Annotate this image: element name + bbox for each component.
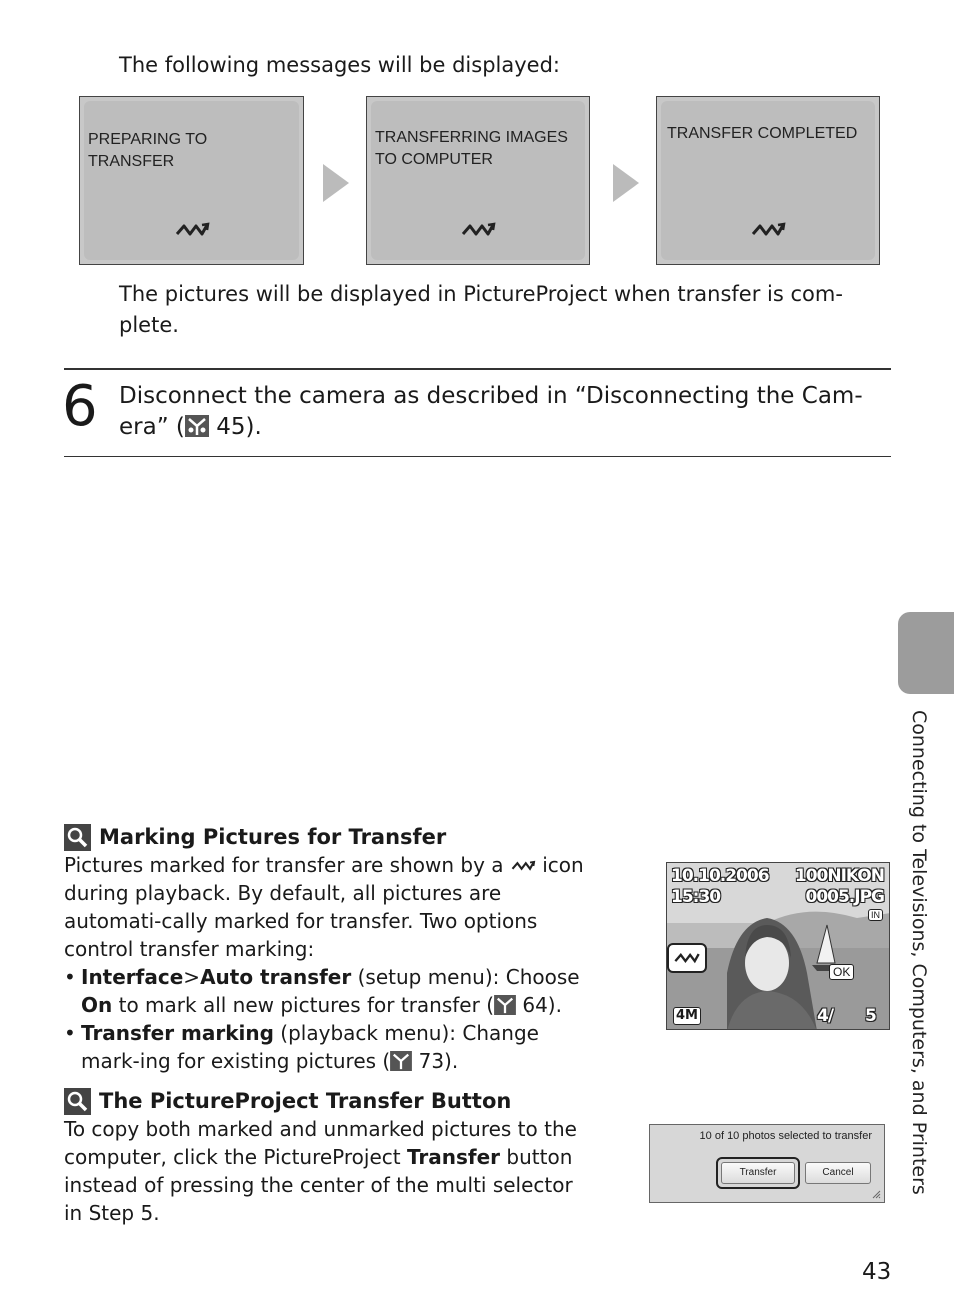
transfer-button[interactable]: Transfer: [721, 1162, 795, 1184]
after-screens-line2: plete.: [119, 313, 179, 337]
screen-transferring: [366, 96, 590, 265]
screen-completed: [656, 96, 880, 265]
step-instruction: [119, 381, 889, 443]
arrow-right-icon: [613, 164, 639, 202]
section-label: Connecting to Televisions, Computers, and Printers: [908, 710, 930, 1195]
tip-marking: [64, 823, 594, 1075]
section-tab: [898, 612, 954, 694]
lcd-date: 10.10.2006: [671, 866, 769, 886]
magnifier-tip-icon: [64, 1088, 91, 1115]
transfer-mark: [667, 943, 707, 973]
image-size-badge: 4M: [673, 1007, 701, 1025]
lcd-frame-count: 4/: [817, 1006, 834, 1026]
divider-bottom: [64, 456, 891, 457]
list-item: • Transfer marking (playback menu): Change mark-ing for existing pictures ( 73).: [64, 1019, 594, 1075]
reference-icon: [390, 1051, 412, 1071]
tip-heading: The PictureProject Transfer Button: [64, 1087, 594, 1115]
after-screens-text: [119, 280, 879, 339]
tip-transfer-button: [64, 1087, 594, 1227]
screen-preparing: [79, 96, 304, 265]
lcd-time: 15:30: [671, 887, 721, 907]
transfer-icon: [460, 220, 496, 240]
transfer-icon: [174, 220, 210, 240]
list-item: • Interface>Auto transfer (setup menu): Choose On to mark all new pictures for transfer ( 64).: [64, 963, 594, 1019]
lcd-frame-total: 5: [865, 1006, 876, 1026]
reference-icon: [494, 995, 516, 1015]
screen-message: TRANSFERRING IMAGES TO COMPUTER: [375, 129, 568, 168]
resize-grip-icon[interactable]: [871, 1189, 881, 1199]
tip-bullets: [64, 963, 594, 1075]
arrow-right-icon: [323, 164, 349, 202]
after-screens-line1: The pictures will be displayed in PictureProject when transfer is com-: [119, 282, 843, 306]
step-line2: era” ( 45).: [119, 414, 262, 440]
page-number: 43: [862, 1259, 892, 1285]
reference-icon: [185, 415, 209, 437]
transfer-icon: [673, 950, 701, 966]
step-number: 6: [62, 374, 98, 439]
dialog-info: 10 of 10 photos selected to transfer: [699, 1130, 872, 1142]
tip-paragraph: To copy both marked and unmarked pictures to the computer, click the PictureProject Transfer button instead of pressing the center of the multi selector in Step 5.: [64, 1117, 577, 1225]
tip-heading: Marking Pictures for Transfer: [64, 823, 594, 851]
screen-message: TRANSFER COMPLETED: [667, 125, 858, 142]
magnifier-tip-icon: [64, 824, 91, 851]
transfer-icon: [510, 859, 536, 873]
divider-top: [64, 368, 891, 370]
tip-paragraph: Pictures marked for transfer are shown by a icon during playback. By default, all pictures are automati-cally marked for transfer. Two options control transfer marking:: [64, 853, 584, 961]
intro-text: The following messages will be displayed:: [119, 53, 560, 77]
transfer-dialog: [649, 1124, 885, 1203]
transfer-icon: [750, 220, 786, 240]
cancel-button[interactable]: Cancel: [805, 1162, 871, 1184]
screen-message: PREPARING TO TRANSFER: [88, 131, 208, 170]
lcd-filename: 0005.JPG: [805, 887, 884, 907]
ok-indicator: OK: [829, 964, 854, 980]
lcd-folder: 100NIKON: [794, 866, 884, 886]
camera-playback-screen: [666, 862, 890, 1030]
internal-memory-badge: IN: [868, 909, 883, 921]
step-line1: Disconnect the camera as described in “Disconnecting the Cam-: [119, 383, 863, 409]
